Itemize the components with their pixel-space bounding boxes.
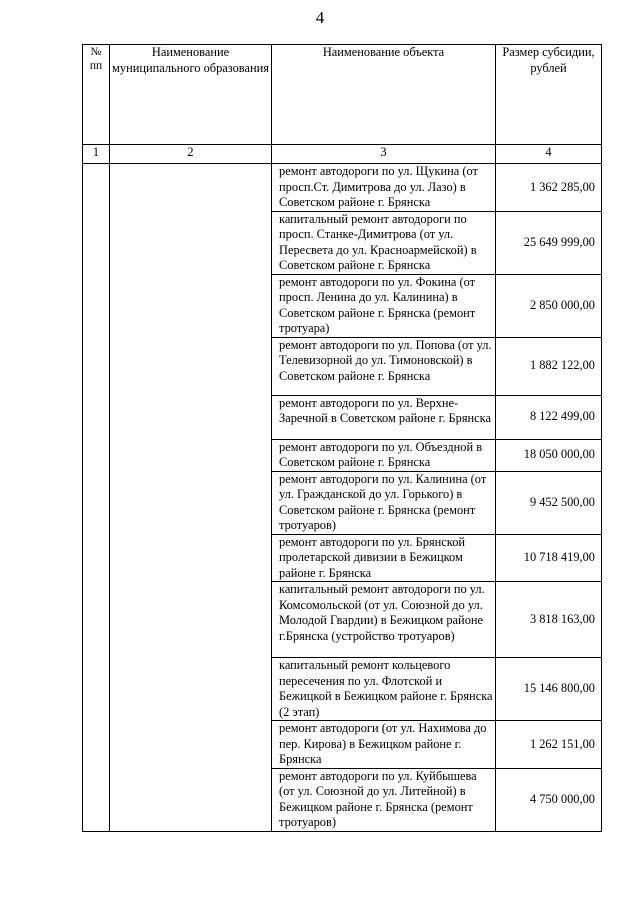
object-cell: капитальный ремонт автодороги по ул. Комсомольской (от ул. Союзной до ул. Молодой Гвардии) в Бежицком районе г.Брянска (устройство тротуаров) (272, 582, 496, 658)
object-cell: ремонт автодороги (от ул. Нахимова до пер. Кирова) в Бежицком районе г. Брянска (272, 721, 496, 769)
header-object: Наименование объекта (272, 45, 496, 145)
object-cell: ремонт автодороги по ул. Попова (от ул. Телевизорной до ул. Тимоновской) в Советском районе г. Брянска (272, 337, 496, 395)
object-cell: ремонт автодороги по ул. Верхне-Заречной в Советском районе г. Брянска (272, 395, 496, 439)
row-number-cell (83, 164, 110, 832)
object-cell: ремонт автодороги по ул. Фокина (от просп. Ленина до ул. Калинина) в Советском районе г. Брянска (ремонт тротуара) (272, 274, 496, 337)
municipality-cell (110, 164, 272, 832)
object-cell: ремонт автодороги по ул. Объездной в Советском районе г. Брянска (272, 439, 496, 471)
column-index-3: 3 (272, 145, 496, 164)
object-cell: ремонт автодороги по ул. Брянской пролетарской дивизии в Бежицком районе г. Брянска (272, 534, 496, 582)
column-index-row (83, 145, 602, 164)
column-index-1: 1 (83, 145, 110, 164)
amount-cell: 1 262 151,00 (496, 721, 602, 769)
amount-cell: 4 750 000,00 (496, 768, 602, 831)
header-row (83, 45, 602, 145)
object-cell: ремонт автодороги по ул. Калинина (от ул. Гражданской до ул. Горького) в Советском районе г. Брянска (ремонт тротуаров) (272, 471, 496, 534)
header-num: № пп (83, 45, 110, 145)
object-cell: капитальный ремонт автодороги по просп. Станке-Димитрова (от ул. Пересвета до ул. Красноармейской) в Советском районе г. Брянска (272, 211, 496, 274)
amount-cell: 10 718 419,00 (496, 534, 602, 582)
amount-cell: 9 452 500,00 (496, 471, 602, 534)
column-index-2: 2 (110, 145, 272, 164)
object-cell: капитальный ремонт кольцевого пересечения по ул. Флотской и Бежицкой в Бежицком районе г. Брянска (2 этап) (272, 658, 496, 721)
amount-cell: 2 850 000,00 (496, 274, 602, 337)
object-cell: ремонт автодороги по ул. Куйбышева (от ул. Союзной до ул. Литейной) в Бежицком районе г. Брянска (ремонт тротуаров) (272, 768, 496, 831)
amount-cell: 15 146 800,00 (496, 658, 602, 721)
amount-cell: 3 818 163,00 (496, 582, 602, 658)
object-cell: ремонт автодороги по ул. Щукина (от просп.Ст. Димитрова до ул. Лазо) в Советском районе г. Брянска (272, 164, 496, 212)
subsidy-table (82, 44, 602, 832)
column-index-4: 4 (496, 145, 602, 164)
amount-cell: 1 882 122,00 (496, 337, 602, 395)
header-amount: Размер субсидии, рублей (496, 45, 602, 145)
table-row (83, 164, 602, 212)
amount-cell: 1 362 285,00 (496, 164, 602, 212)
amount-cell: 8 122 499,00 (496, 395, 602, 439)
amount-cell: 25 649 999,00 (496, 211, 602, 274)
amount-cell: 18 050 000,00 (496, 439, 602, 471)
header-municipality: Наименование муниципального образования (110, 45, 272, 145)
page-number: 4 (315, 8, 325, 27)
